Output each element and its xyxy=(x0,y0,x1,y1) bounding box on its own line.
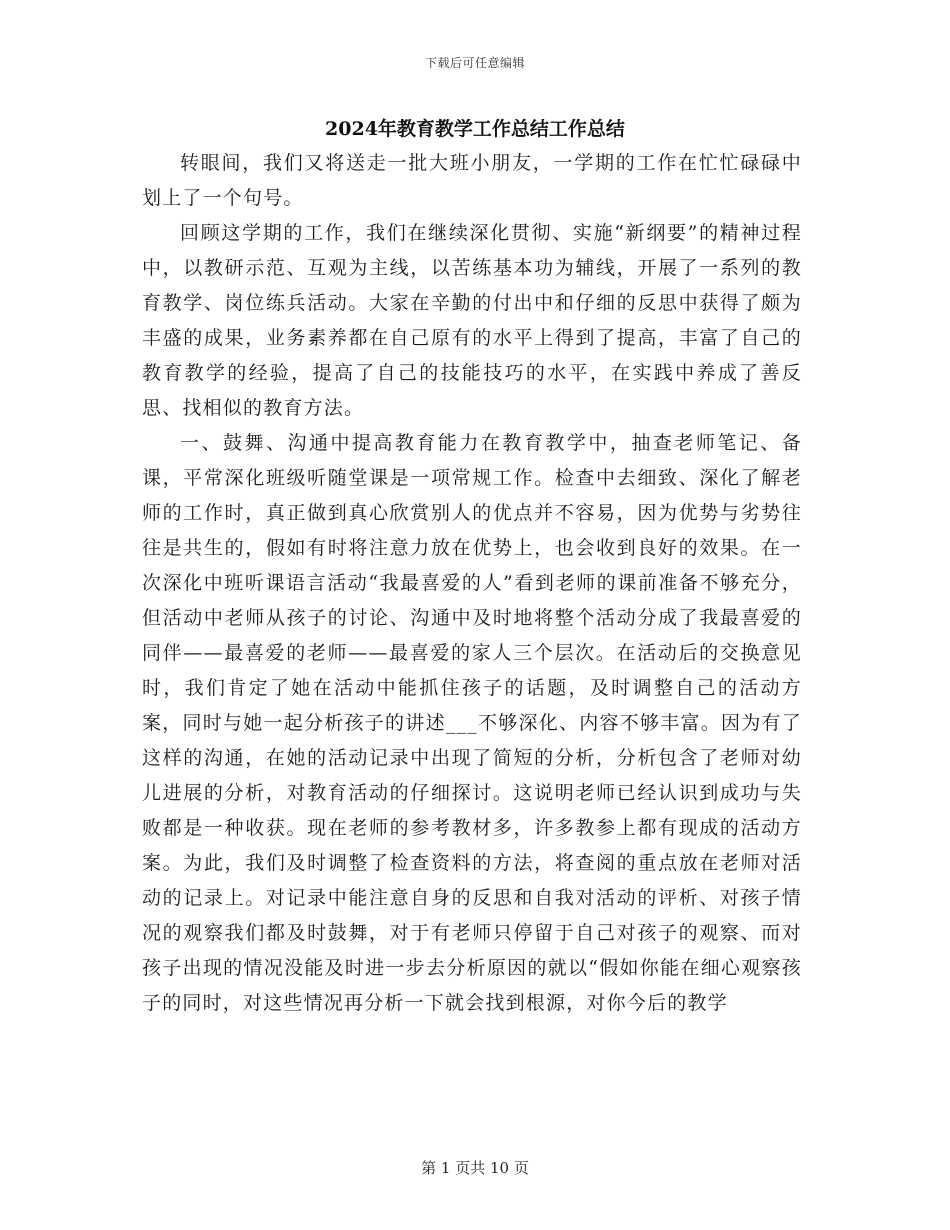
paragraph-review: 回顾这学期的工作，我们在继续深化贯彻、实施“新纲要”的精神过程中，以教研示范、互观为主线，以苦练基本功为辅线，开展了一系列的教育教学、岗位练兵活动。大家在辛勤的付出中和仔细的反思中获得了颇为丰盛的成果，业务素养都在自己原有的水平上得到了提高，丰富了自己的教育教学的经验，提高了自己的技能技巧的水平，在实践中养成了善反思、找相似的教育方法。 xyxy=(142,222,802,419)
header-note: 下载后可任意编辑 xyxy=(424,56,525,70)
page-footer: 第 1 页共 10 页 xyxy=(421,1159,529,1177)
paragraph-intro: 转眼间，我们又将送走一批大班小朋友，一学期的工作在忙忙碌碌中划上了一个句号。 xyxy=(142,152,802,209)
document-body xyxy=(142,146,802,1021)
paragraph-section-one: 一、鼓舞、沟通中提高教育能力在教育教学中，抽查老师笔记、备课，平常深化班级听随堂课是一项常规工作。检查中去细致、深化了解老师的工作时，真正做到真心欣赏别人的优点并不容易，因为优势与劣势往往是共生的，假如有时将注意力放在优势上，也会收到良好的效果。在一次深化中班听课语言活动“我最喜爱的人”看到老师的课前准备不够充分，但活动中老师从孩子的讨论、沟通中及时地将整个活动分成了我最喜爱的同伴——最喜爱的老师——最喜爱的家人三个层次。在活动后的交换意见时，我们肯定了她在活动中能抓住孩子的话题，及时调整自己的活动方案，同时与她一起分析孩子的讲述___不够深化、内容不够丰富。因为有了这样的沟通，在她的活动记录中出现了简短的分析，分析包含了老师对幼儿进展的分析，对教育活动的仔细探讨。这说明老师已经认识到成功与失败都是一种收获。现在老师的参考教材多，许多教参上都有现成的活动方案。为此，我们及时调整了检查资料的方法，将查阅的重点放在老师对活动的记录上。对记录中能注意自身的反思和自我对活动的评析、对孩子情况的观察我们都及时鼓舞，对于有老师只停留于自己对孩子的观察、而对孩子出现的情况没能及时进一步去分析原因的就以“假如你能在细心观察孩子的同时，对这些情况再分析一下就会找到根源，对你今后的教学 xyxy=(142,432,802,1014)
document-title: 2024年教育教学工作总结工作总结 xyxy=(325,118,625,140)
